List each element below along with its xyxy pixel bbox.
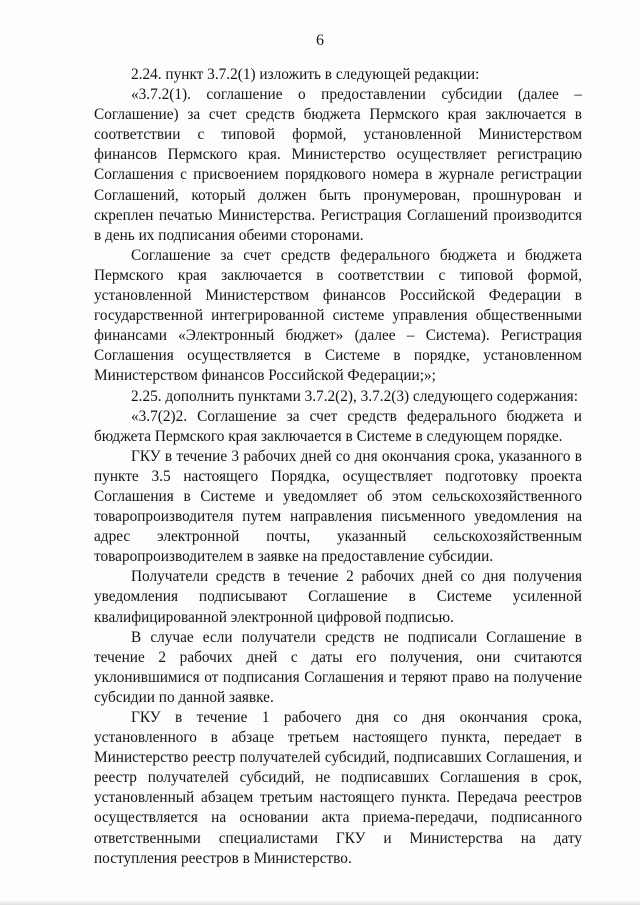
paragraph: ГКУ в течение 3 рабочих дней со дня окончания срока, указанного в пункте 3.5 настоящего Порядка, осуществляет подготовку проекта Соглашения в Системе и уведомляет об этом сельскохозяйственного товаропроизводителя путем направления письменного уведомления на адрес электронной почты, указанный сельскохозяйственным товаропроизводителем в заявке на предоставление субсидии. — [94, 447, 582, 566]
document-body — [94, 65, 582, 869]
page-number: 6 — [316, 32, 324, 49]
scan-edge-shadow — [0, 900, 640, 905]
paragraph: Получатели средств в течение 2 рабочих дней со дня получения уведомления подписывают Соглашение в Системе усиленной квалифицированной электронной цифровой подписью. — [94, 568, 582, 626]
paragraph: 2.25. дополнить пунктами 3.7.2(2), 3.7.2(3) следующего содержания: — [131, 387, 578, 405]
paragraph: В случае если получатели средств не подписали Соглашение в течение 2 рабочих дней с даты его получения, они считаются уклонившимися от подписания Соглашения и теряют право на получение субсидии по данной заявке. — [94, 628, 582, 706]
paragraph: ГКУ в течение 1 рабочего дня со дня окончания срока, установленного в абзаце третьем настоящего пункта, передает в Министерство реестр получателей субсидий, подписавших Соглашения, и реестр получателей субсидий, не подписавших Соглашения в срок, установленный абзацем третьим настоящего пункта. Передача реестров осуществляется на основании акта приема-передачи, подписанного ответственными специалистами ГКУ и Министерства на дату поступления реестров в Министерство. — [94, 709, 582, 867]
paragraph: 2.24. пункт 3.7.2(1) изложить в следующей редакции: — [131, 66, 480, 83]
paragraph: «3.7.2(1). соглашение о предоставлении субсидии (далее – Соглашение) за счет средств бюджета Пермского края заключается в соответствии с типовой формой, установленной Министерством финансов Пермского края. Министерство осуществляет регистрацию Соглашения с присвоением порядкового номера в журнале регистрации Соглашений, который должен быть пронумерован, прошнурован и скреплен печатью Министерства. Регистрация Соглашений производится в день их подписания обеими сторонами. — [94, 86, 582, 244]
paragraph: Соглашение за счет средств федерального бюджета и бюджета Пермского края заключается в соответствии с типовой формой, установленной Министерством финансов Российской Федерации в государственной интегрированной системе управления общественными финансами «Электронный бюджет» (далее – Система). Регистрация Соглашения осуществляется в Системе в порядке, установленном Министерством финансов Российской Федерации;»; — [94, 246, 582, 385]
paragraph: «3.7(2)2. Соглашение за счет средств федерального бюджета и бюджета Пермского края заключается в Системе в следующем порядке. — [94, 407, 582, 445]
